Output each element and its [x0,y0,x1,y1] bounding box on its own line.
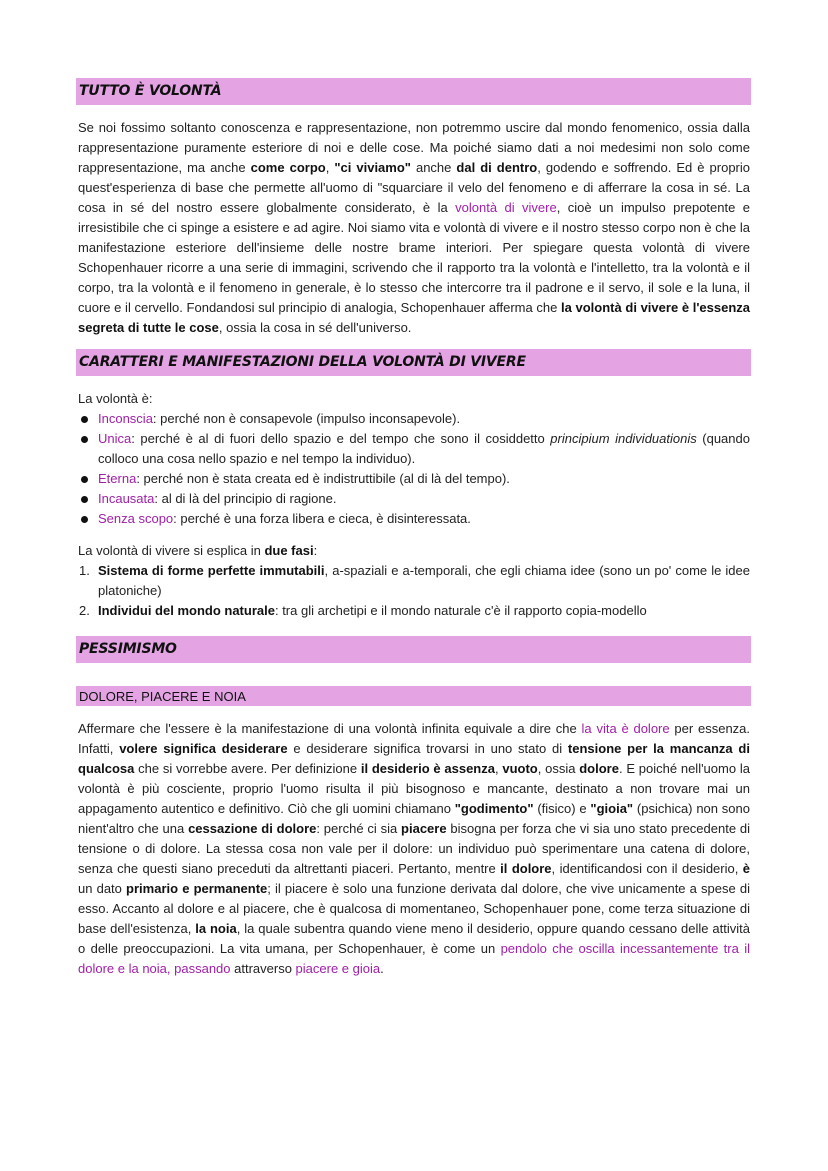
list-item [78,469,750,489]
text-run: (fisico) e [533,801,591,816]
text-run: , ossia [537,761,580,776]
text-run: e desiderare significa trovarsi in uno stato di [287,741,568,756]
text-run: Se noi fossimo soltanto conoscenza e rappresentazione, non potremmo uscire dal mondo fenomenico, ossia dalla rappresentazione puramente esteriore di noi e delle cose. Ma poiché siamo dati a noi medesimi non solo come rappresentazione, ma anche [78,120,750,175]
list-term: Senza scopo [98,511,174,526]
text-run: ; il piacere è solo una funzione derivata dal dolore, che vive unicamente a spese di esso. Accanto al dolore e al piacere, che è qualcosa di momentaneo, Schopenhauer pone, come terza situazione di base dell'esistenza, [78,881,750,936]
list-term: Unica [98,431,132,446]
list-item [78,489,750,509]
bold-run: volere significa desiderare [119,741,288,756]
bold-run: piacere [401,821,447,836]
text-run: , ossia la cosa in sé dell'universo. [218,320,412,335]
highlight-run: piacere e gioia [295,961,381,976]
text-run: , cioè un impulso prepotente e irresistibile che ci spinge a esistere e ad agire. Noi siamo vita e volontà di vivere e il nostro stesso corpo non è che la manifestazione esteriore dell'insieme delle nostre brame interiori. Per spiegare questa volontà di vivere Schopenhauer ricorre a una serie di immagini, scrivendo che il rapporto tra la volontà e l'intelletto, tra la volontà e il corpo, tra la volontà e il fenomeno in generale, è lo stesso che intercorre tra il padrone e il servo, il sole e la luna, il cuore e il cervello. Fondandosi sul principio di analogia, Schopenhauer afferma che [78,200,751,315]
text-run: attraverso [230,961,296,976]
bold-run: la noia [195,921,237,936]
list-item [78,561,750,601]
section2-intro: La volontà è: [78,391,153,406]
text-run: che si vorrebbe avere. Per definizione [134,761,361,776]
list-number: 1. [79,563,90,578]
bold-run: due fasi [264,543,314,558]
phases-list [78,561,750,621]
list-text: : al di là del principio di ragione. [154,491,337,506]
text-run: per essenza. Infatti, [78,721,751,756]
list-item [78,601,750,621]
bold-run: dolore [579,761,619,776]
bold-run: è [742,861,750,876]
list-item [78,429,750,469]
text-run: , [494,761,503,776]
list-text: : tra gli archetipi e il mondo naturale c'è il rapporto copia-modello [274,603,647,618]
highlight-run: volontà di vivere [455,200,557,215]
list-term: Individui del mondo naturale [98,603,275,618]
list-text: : perché è una forza libera e cieca, è disinteressata. [173,511,471,526]
text-run: , [325,160,335,175]
text-run: , identificandosi con il desiderio, [551,861,743,876]
bold-run: "godimento" [454,801,534,816]
section-title: PESSIMISMO [79,641,177,657]
bold-run: vuoto [502,761,538,776]
list-text: (quando colloco una cosa nello spazio e nel tempo la individuo). [98,431,750,466]
bold-run: "ci viviamo" [334,160,411,175]
text-run: bisogna per forza che vi sia uno stato precedente di tensione o di dolore. La stessa cosa non vale per il dolore: un individuo può sperimentare una catena di dolore, senza che questi siano preceduti da altrettanti piaceri. Pertanto, mentre [78,821,751,876]
list-item [78,509,750,529]
bold-run: il dolore [500,861,552,876]
bold-run: la volontà di vivere è l'essenza segreta di tutte le cose [78,300,750,335]
text-run: La volontà di vivere si esplica in [78,543,265,558]
bold-run: primario e permanente [126,881,268,896]
bold-run: tensione per la mancanza di qualcosa [78,741,750,776]
section-title: TUTTO È VOLONTÀ [79,83,222,99]
list-number: 2. [79,603,90,618]
list-term: Sistema di forme perfette immutabili [98,563,325,578]
subsection-heading [76,686,751,706]
bold-run: cessazione di dolore [188,821,317,836]
text-run: Affermare che l'essere è la manifestazione di una volontà infinita equivale a dire che [78,721,582,736]
text-run: (psichica) non sono nient'altro che una [78,801,750,836]
italic-run: principium individuationis [550,431,697,446]
section-heading-tutto-e-volonta [76,78,751,105]
text-run: . E poiché nell'uomo la volontà è più cosciente, proprio l'uomo risulta il più bisognoso e mancante, destinato a non trovare mai un appagamento autentico e definitivo. Ciò che gli uomini chiamano [78,761,750,816]
bold-run: "gioia" [590,801,634,816]
subsection-title: DOLORE, PIACERE E NOIA [79,689,246,704]
text-run: un dato [78,881,127,896]
section-heading-pessimismo [76,636,751,663]
section-title: CARATTERI E MANIFESTAZIONI DELLA VOLONTÀ DI VIVERE [79,354,526,370]
text-run: anche [410,160,457,175]
text-run: , la quale subentra quando viene meno il desiderio, oppure quando cessano delle attività o delle preoccupazioni. La vita umana, per Schopenhauer, è come un [78,921,750,956]
list-term: Eterna [98,471,137,486]
text-run: . [380,961,384,976]
text-run: : perché ci sia [316,821,402,836]
text-run: , godendo e soffrendo. Ed è proprio quest'esperienza di base che permette all'uomo di "squarciare il velo del fenomeno e di afferrare la cosa in sé. La cosa in sé del nostro essere globalmente considerato, è la [78,160,750,215]
list-text: : perché è al di fuori dello spazio e del tempo che sono il cosiddetto [131,431,551,446]
section2-content [78,389,750,621]
bold-run: come corpo [250,160,326,175]
bold-run: dal di dentro [456,160,538,175]
list-text: : perché non è consapevole (impulso inconsapevole). [152,411,461,426]
characteristics-list [78,409,750,529]
highlight-run: la vita è dolore [581,721,670,736]
text-run: : [313,543,318,558]
section1-paragraph [78,118,750,338]
section3-paragraph [78,719,750,979]
list-text: : perché non è stata creata ed è indistruttibile (al di là del tempo). [136,471,510,486]
list-term: Incausata [98,491,155,506]
section-heading-caratteri [76,349,751,376]
phases-intro [78,541,750,561]
list-item [78,409,750,429]
list-text: , a-spaziali e a-temporali, che egli chiama idee (sono un po' come le idee platoniche) [98,563,750,598]
highlight-run: pendolo che oscilla incessantemente tra il dolore e la noia, passando [78,941,750,976]
bold-run: il desiderio è assenza [360,761,495,776]
list-term: Inconscia [98,411,153,426]
